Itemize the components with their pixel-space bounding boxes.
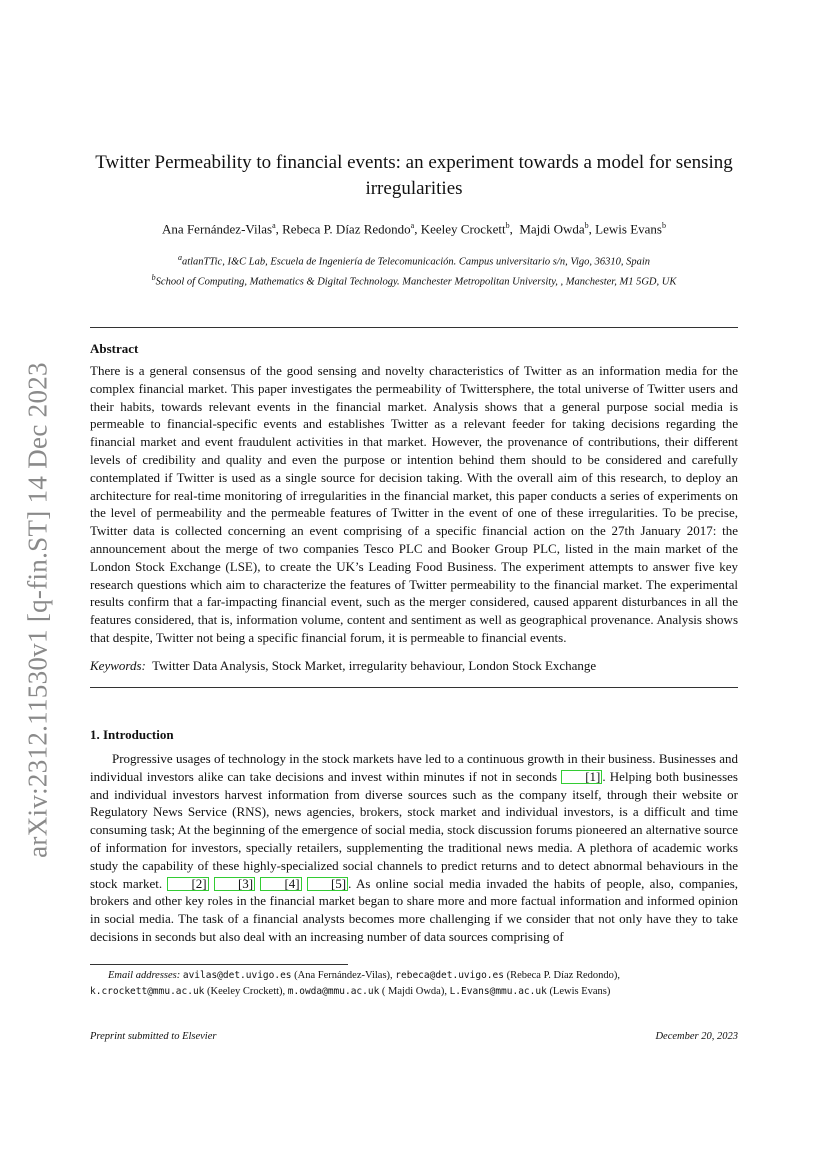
affiliation-mark: b [151,272,156,282]
footer-date: December 20, 2023 [655,1031,738,1042]
introduction-paragraph [90,750,738,946]
email-link[interactable]: k.crockett@mmu.ac.uk [90,986,205,997]
author-name: Ana Fernández-Vilas [162,221,273,237]
author-name: Keeley Crockett [420,221,506,237]
email-footnote [90,968,738,1000]
affiliation-line [90,250,738,270]
author-list: Ana Fernández-Vilas$^a$, Rebeca P. Díaz Redondo$^a$, Keeley Crockett$^b$, Majdi Owda$^b$, Lewis Evans$^b$ [162,221,666,237]
affiliation-text: School of Computing, Mathematics & Digital Technology. Manchester Metropolitan University, , Manchester, M1 5GD, UK [155,276,677,287]
paper-title: Twitter Permeability to financial events: an experiment towards a model for sensing irregularities [95,152,733,199]
email-owner: (Ana Fernández-Vilas), [294,970,393,981]
arxiv-identifier-stamp [8,350,68,870]
intro-text-part: . As online social media invaded the habits of people, also, companies, brokers and other key roles in the financial market began to share more and more factual information and informed opinion in social media. The task of a financial analysts becomes more challenging if we consider that not only have they to take decisions in seconds but also deal with an increasing number of data sources comprising of [90,875,739,944]
intro-text-part: Progressive usages of technology in the stock markets have led to a continuous growth in their business. Businesses and individual investors alike can take decisions and invest within minutes if not in seconds [90,751,738,784]
author-name: Lewis Evans [595,221,662,237]
author-name: Rebeca P. Díaz Redondo [282,221,411,237]
email-owner: (Rebeca P. Díaz Redondo), [506,970,621,981]
footnote-rule [90,964,348,965]
intro-text-part: . Helping both businesses and individual investors harvest information from diverse sources such as the company itself, through their website or Regulatory News Service (RNS), news agencies, brokers, stock market and individual investors, is a difficult and time consuming task; At the beginning of the emergence of social media, stock discussion forums pioneered an alternative source of information for investors, specially retailers, supplementing the traditional news media. A plethora of academic works study the capability of these highly-specialized social channels to predict returns and to detect abnormal behaviours in the stock market. [90,768,738,891]
author-affil-mark: a [410,221,415,230]
affiliation-mark: a [177,253,182,262]
citation-link[interactable]: [3] [214,877,255,891]
citation-link[interactable]: [5] [307,877,348,891]
email-link[interactable]: L.Evans@mmu.ac.uk [449,986,547,997]
affiliation-line [90,270,738,290]
email-owner: ( Majdi Owda), [381,986,447,997]
author-name: Majdi Owda [519,221,585,237]
section-heading-introduction: 1. Introduction [90,727,174,742]
email-owner: (Lewis Evans) [549,986,611,997]
abstract-bottom-rule [90,687,738,688]
citation-link[interactable]: [4] [260,877,301,891]
email-link[interactable]: avilas@det.uvigo.es [182,970,292,981]
author-affil-mark: b [505,221,510,230]
email-label: Email addresses: [108,970,181,981]
keywords-label: Keywords: [90,658,146,673]
author-affil-mark: a [272,221,276,230]
keywords [90,658,738,674]
footer-preprint-note: Preprint submitted to Elsevier [90,1031,217,1042]
author-affil-mark: b [584,221,589,230]
email-link[interactable]: rebeca@det.uvigo.es [395,970,504,981]
arxiv-id-text: arXiv:2312.11530v1 [q-fin.ST] 14 Dec 2023 [22,362,53,858]
abstract-body: There is a general consensus of the good sensing and novelty characteristics of Twitter as an information media for the complex financial market. This paper investigates the permeability of Twittersphere, the total universe of Twitter users and their habits, towards relevant events in the financial market. Analysis shows that a general purpose social media is permeable to financial-specific events and establishes Twitter as a relevant feeder for taking decisions regarding the financial market and event fraudulent activities in that market. However, the provenance of contributions, their different levels of credibility and quality and even the purpose or intention behind them should to be considered and carefully contemplated if Twitter is used as a single source for decision taking. With the overall aim of this research, to deploy an architecture for real-time monitoring of irregularities in the financial market, this paper conducts a series of experiments on the level of permeability and the permeable features of Twitter in the event of one of these irregularities. To be precise, Twitter data is collected concerning an event comprising of a specific financial action on the 27th January 2017: the announcement about the merge of two companies Tesco PLC and Booker Group PLC, listed in the main market of the London Stock Exchange (LSE), to create the UK’s Leading Food Business. The experiment attempts to answer five key research questions which aim to characterize the features of Twitter permeability to the financial market. The experimental results confirm that a far-impacting financial event, such as the merger considered, caused apparent disturbances in all the features considered, that is, information volume, content and sentiment as well as geographical provenance. Analysis shows that despite, Twitter not being a specific financial forum, it is permeable to financial events. [90,363,738,645]
abstract-heading: Abstract [90,341,139,356]
citation-link[interactable]: [1] [561,770,602,784]
abstract-top-rule [90,327,738,328]
keywords-text: Twitter Data Analysis, Stock Market, irregularity behaviour, London Stock Exchange [152,658,597,673]
email-link[interactable]: m.owda@mmu.ac.uk [287,986,380,997]
citation-link[interactable]: [2] [167,877,208,891]
email-owner: (Keeley Crockett), [207,986,286,997]
author-affil-mark: b [661,221,666,230]
affiliations [90,250,738,289]
affiliation-text: atlanTTic, I&C Lab, Escuela de Ingeniería de Telecomunicación. Campus universitario s/n, Vigo, 36310, Spain [181,256,651,268]
